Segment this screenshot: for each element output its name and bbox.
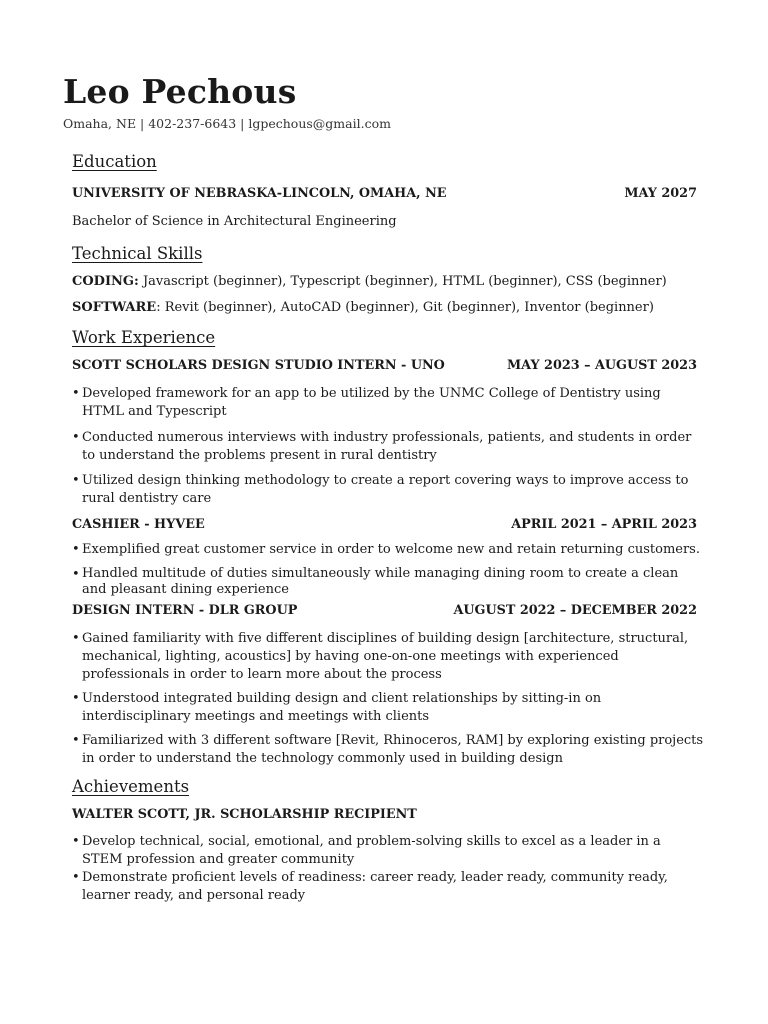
bullet-text: Exemplified great customer service in order to welcome new and retain returning customers. [82,542,700,557]
bullet-text: Conducted numerous interviews with industry professionals, patients, and students in order to understand the problems present in rural dentistry [82,430,692,463]
list-item: • Exemplified great customer service in order to welcome new and retain returning customers. [72,542,700,557]
skills-software-label: SOFTWARE [72,300,157,315]
bullet-text: Gained familiarity with five different disciplines of building design [architecture, structural, mechanical, lighting, acoustics] by having one-on-one meetings with experienced professionals in order to learn more about the process [82,631,689,682]
bullet-text: Utilized design thinking methodology to create a report covering ways to improve access to rural dentistry care [82,473,689,506]
bullet-text: Handled multitude of duties simultaneously while managing dining room to create a clean and pleasant dining experience [82,566,679,597]
list-item: • Gained familiarity with five different disciplines of building design [architecture, structural, mechanical, lighting, acoustics] by having one-on-one meetings with experienced professionals in order to learn more about the process [72,630,704,684]
bullet-text: Demonstrate proficient levels of readiness: career ready, leader ready, community ready, learner ready, and personal ready [82,870,668,903]
skills-software [72,300,654,315]
job-title: SCOTT SCHOLARS DESIGN STUDIO INTERN - UNO [72,358,445,373]
skills-coding-label: CODING: [72,274,139,289]
job-date: APRIL 2021 – APRIL 2023 [511,517,697,532]
school-name: UNIVERSITY OF NEBRASKA-LINCOLN, OMAHA, NE [72,186,447,201]
resume-name: Leo Pechous [63,72,297,111]
section-heading-work: Work Experience [72,328,216,347]
skills-coding [72,274,667,289]
job-title: CASHIER - HYVEE [72,517,205,532]
degree: Bachelor of Science in Architectural Engineering [72,214,397,229]
section-heading-achievements: Achievements [72,777,190,796]
list-item: • Familiarized with 3 different software [Revit, Rhinoceros, RAM] by exploring existing projects in order to understand the technology commonly used in building design [72,733,704,766]
education-date: MAY 2027 [624,186,697,201]
skills-coding-value: Javascript (beginner), Typescript (beginner), HTML (beginner), CSS (beginner) [138,274,667,289]
list-item: • Demonstrate proficient levels of readiness: career ready, leader ready, community ready, learner ready, and personal ready [72,869,704,905]
job-date: MAY 2023 – AUGUST 2023 [507,358,697,373]
list-item: • Developed framework for an app to be utilized by the UNMC College of Dentistry using HTML and Typescript [72,385,704,421]
list-item: • Handled multitude of duties simultaneously while managing dining room to create a clean and pleasant dining experience [72,566,704,598]
bullet-text: Understood integrated building design and client relationships by sitting-in on interdisciplinary meetings and meetings with clients [82,691,602,724]
bullet-text: Develop technical, social, emotional, and problem-solving skills to excel as a leader in a STEM profession and greater community [82,834,661,867]
section-heading-education: Education [72,152,157,171]
contact-info: Omaha, NE | 402-237-6643 | lgpechous@gmail.com [63,116,391,131]
skills-software-value: : Revit (beginner), AutoCAD (beginner), Git (beginner), Inventor (beginner) [156,300,654,315]
bullet-text: Familiarized with 3 different software [Revit, Rhinoceros, RAM] by exploring existing projects in order to understand the technology commonly used in building design [82,733,704,766]
list-item: • Develop technical, social, emotional, and problem-solving skills to excel as a leader in a STEM profession and greater community [72,833,704,869]
list-item: • Understood integrated building design and client relationships by sitting-in on interdisciplinary meetings and meetings with clients [72,690,704,726]
job-title: DESIGN INTERN - DLR GROUP [72,603,298,618]
achievement-title: WALTER SCOTT, JR. SCHOLARSHIP RECIPIENT [72,807,417,822]
list-item: • Utilized design thinking methodology to create a report covering ways to improve access to rural dentistry care [72,472,704,508]
section-heading-skills: Technical Skills [72,244,203,263]
job-date: AUGUST 2022 – DECEMBER 2022 [453,603,697,618]
list-item: • Conducted numerous interviews with industry professionals, patients, and students in order to understand the problems present in rural dentistry [72,429,704,465]
bullet-text: Developed framework for an app to be utilized by the UNMC College of Dentistry using HTML and Typescript [82,386,661,419]
